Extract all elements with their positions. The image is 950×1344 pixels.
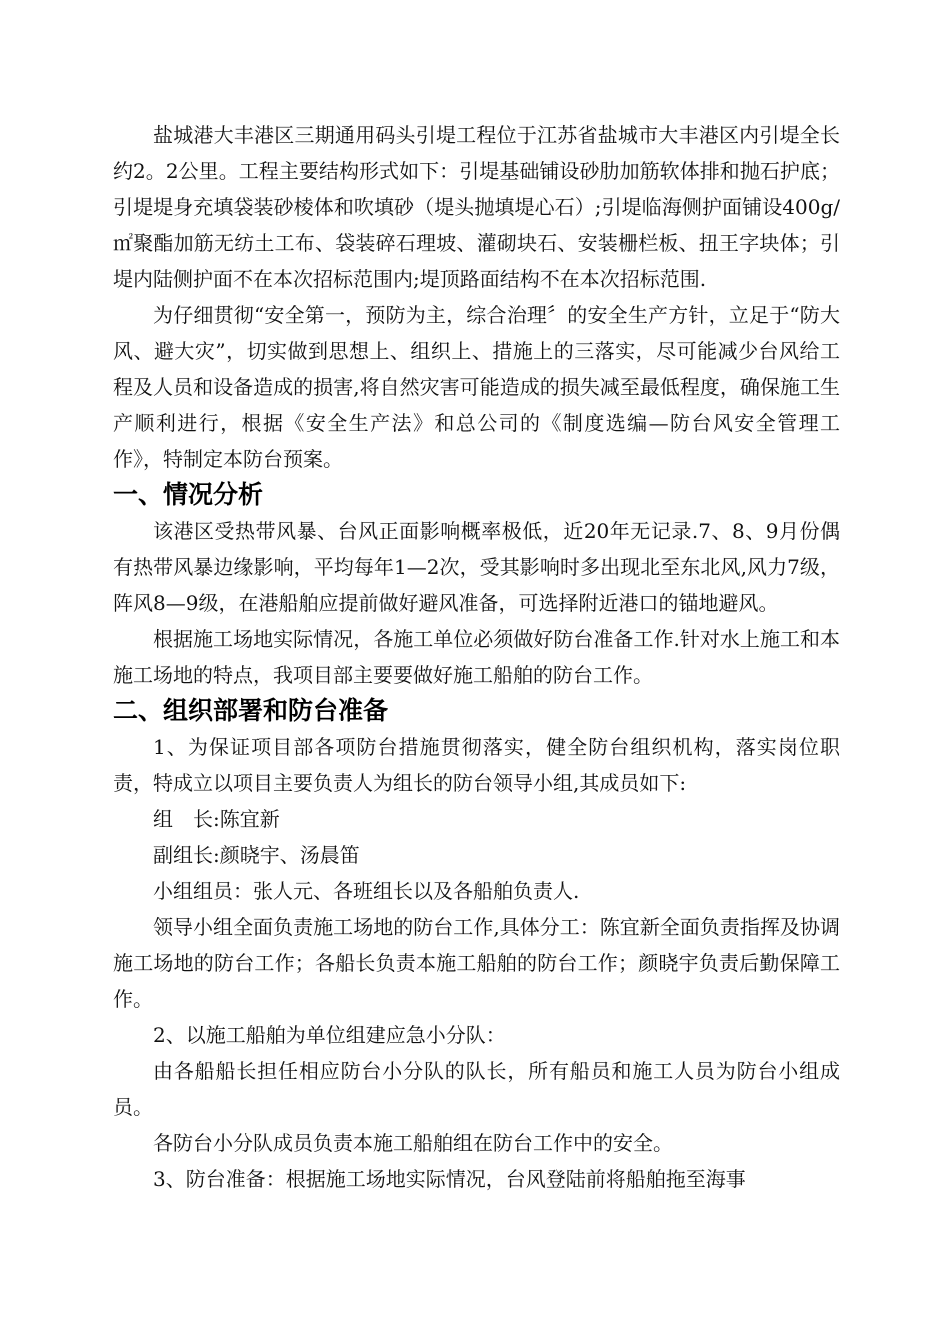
role-label-leader: 组 长: [153,807,220,831]
organization-division-paragraph: 领导小组全面负责施工场地的防台工作,具体分工：陈宜新全面负责指挥及协调施工场地的防台工作；各船长负责本施工船舶的防台工作；颜晓宇负责后勤保障工作。 [113,915,840,1011]
intro-paragraph-purpose: 为仔细贯彻“安全第一，预防为主，综合治理〞的安全生产方针，立足于“防大风、避大灾”，切实做到思想上、组织上、措施上的三落实，尽可能减少台风给工程及人员和设备造成的损害,将自然灾害可能造成的损失减至最低程度，确保施工生产顺利进行，根据《安全生产法》和总公司的《制度选编—防台风安全管理工作》，特制定本防台预案。 [113,303,840,471]
item2-paragraph-captains: 由各船船长担任相应防台小分队的队长，所有船员和施工人员为防台小组成员。 [113,1059,840,1119]
role-line-deputy [113,837,840,873]
role-line-members [113,873,840,909]
organization-item-2: 2、以施工船舶为单位组建应急小分队： [153,1023,506,1047]
role-value-leader: 陈宜新 [219,807,280,831]
item2-paragraph-safety: 各防台小分队成员负责本施工船舶组在防台工作中的安全。 [153,1131,673,1155]
section-heading-organization: 二、组织部署和防台准备 [113,696,389,725]
section-heading-situation: 一、情况分析 [113,480,264,509]
document-page [113,117,840,1197]
situation-paragraph-history: 该港区受热带风暴、台风正面影响概率极低，近20年无记录.7、8、9月份偶有热带风暴边缘影响，平均每年1—2次，受其影响时多出现北至东北风,风力7级，阵风8—9级，在港船舶应提前做好避风准备，可选择附近港口的锚地避风。 [113,519,840,615]
intro-paragraph-project: 盐城港大丰港区三期通用码头引堤工程位于江苏省盐城市大丰港区内引堤全长约2。2公里。工程主要结构形式如下：引堤基础铺设砂肋加筋软体排和抛石护底；引堤堤身充填袋装砂棱体和吹填砂（堤头抛填堤心石）;引堤临海侧护面铺设400g/㎡聚酯加筋无纺土工布、袋装碎石理坡、灌砌块石、安装栅栏板、扭王字块体；引堤内陆侧护面不在本次招标范围内;堤顶路面结构不在本次招标范围. [113,123,840,291]
role-value-deputy: 颜晓宇、汤晨笛 [219,843,360,867]
organization-item-1: 1、为保证项目部各项防台措施贯彻落实，健全防台组织机构，落实岗位职责，特成立以项目主要负责人为组长的防台领导小组,其成员如下: [113,735,840,795]
role-line-leader [113,801,840,837]
situation-paragraph-site: 根据施工场地实际情况，各施工单位必须做好防台准备工作.针对水上施工和本施工场地的特点，我项目部主要要做好施工船舶的防台工作。 [113,627,840,687]
role-label-deputy: 副组长: [153,843,220,867]
role-value-members: 张人元、各班组长以及各船舶负责人. [253,879,580,903]
organization-item-3: 3、防台准备：根据施工场地实际情况，台风登陆前将船舶拖至海事 [153,1167,746,1191]
role-label-members: 小组组员： [153,879,253,903]
